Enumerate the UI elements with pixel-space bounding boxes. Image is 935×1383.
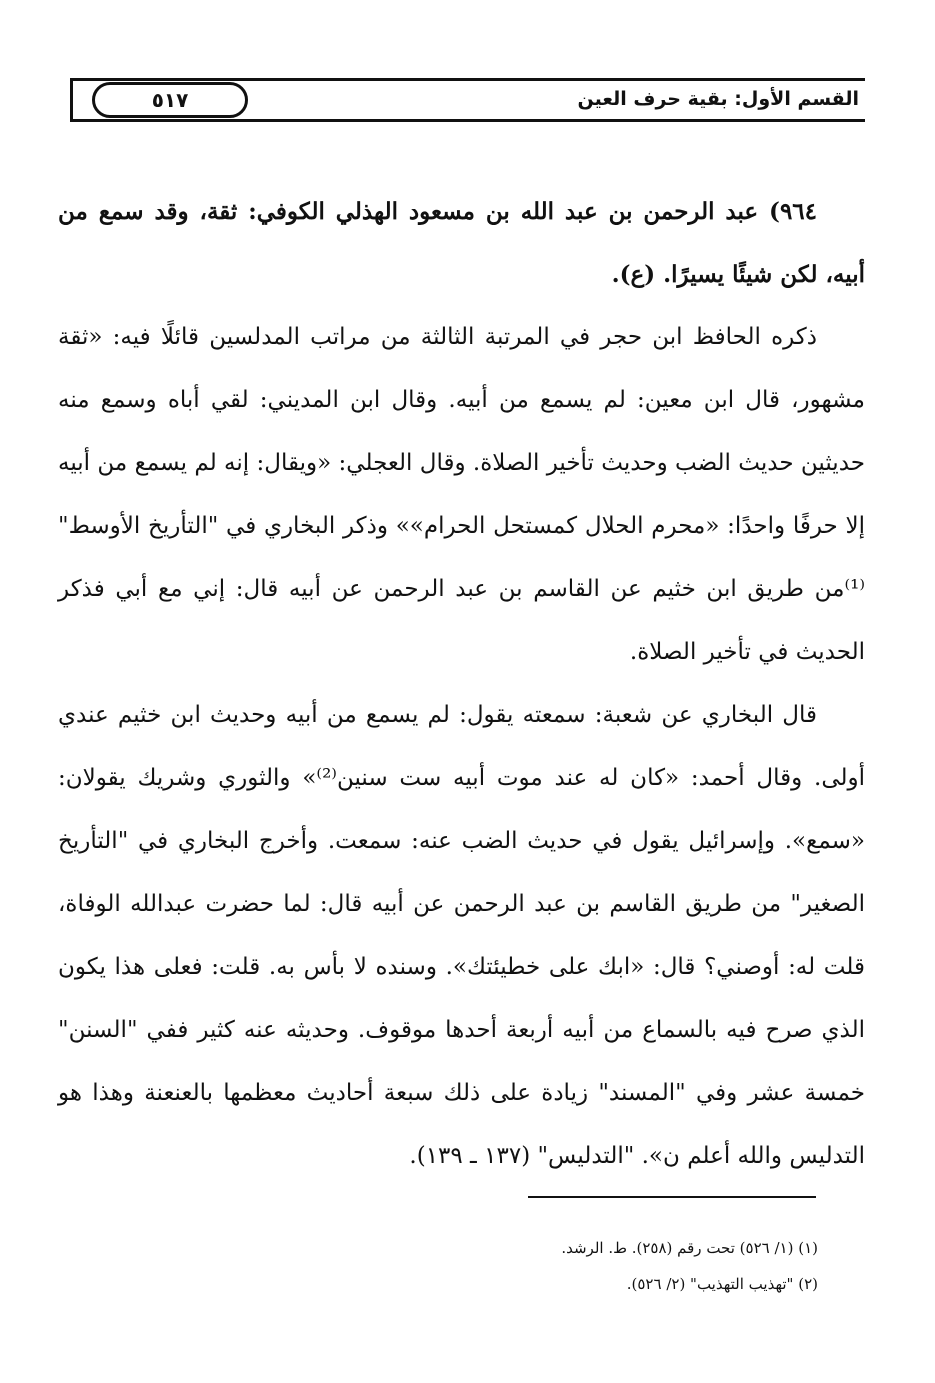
paragraph-2: قال البخاري عن شعبة: سمعته يقول: لم يسمع من أبيه وحديث ابن خثيم عندي أولى. وقال أحمد: «كان له عند موت أبيه ست سنين⁽²⁾» والثوري وشريك يقولان: «سمع». وإسرائيل يقول في حديث الضب عنه: سمعت. وأخرج البخاري في "التأريخ الصغير" من طريق القاسم بن عبد الرحمن عن أبيه قال: لما حضرت عبدالله الوفاة، قلت له: أوصني؟ قال: «ابك على خطيئتك». وسنده لا بأس به. قلت: فعلى هذا يكون الذي صرح فيه بالسماع من أبيه أربعة أحدها موقوف. وحديثه عنه كثير ففي "السنن" خمسة عشر وفي "المسند" زيادة على ذلك سبعة أحاديث معظمها بالعنعنة وهذا هو التدليس والله أعلم ن». "التدليس" (١٣٧ ـ ١٣٩). bbox=[58, 702, 865, 1169]
footnote-separator bbox=[528, 1196, 816, 1198]
footnote-2: (٢) "تهذيب التهذيب" (٢/ ٥٢٦). bbox=[626, 1275, 818, 1293]
page-header bbox=[70, 78, 865, 122]
entry-heading: ٩٦٤) عبد الرحمن بن عبد الله بن مسعود الهذلي الكوفي: ثقة، وقد سمع من أبيه، لكن شيئًا يسيرًا. (ع). bbox=[58, 198, 865, 288]
header-top-rule bbox=[70, 78, 865, 81]
footnote-1: (١) (١/ ٥٢٦) تحت رقم (٢٥٨). ط. الرشد. bbox=[561, 1239, 818, 1257]
paragraph-1: ذكره الحافظ ابن حجر في المرتبة الثالثة من مراتب المدلسين قائلًا فيه: «ثقة مشهور، قال ابن معين: لم يسمع من أبيه. وقال ابن المديني: لقي أباه وسمع منه حديثين حديث الضب وحديث تأخير الصلاة. وقال العجلي: «ويقال: إنه لم يسمع من أبيه إلا حرفًا واحدًا: «محرم الحلال كمستحل الحرام»» وذكر البخاري في "التأريخ الأوسط" ⁽¹⁾من طريق ابن خثيم عن القاسم بن عبد الرحمن عن أبيه قال: إني مع أبي فذكر الحديث في تأخير الصلاة. bbox=[58, 324, 865, 665]
main-text bbox=[58, 180, 865, 1188]
header-bottom-rule bbox=[70, 119, 865, 122]
header-left-rule bbox=[70, 78, 73, 122]
footnotes bbox=[300, 1230, 818, 1302]
running-title: القسم الأول: بقية حرف العين bbox=[577, 88, 859, 110]
page-number: ٥١٧ bbox=[92, 82, 248, 118]
